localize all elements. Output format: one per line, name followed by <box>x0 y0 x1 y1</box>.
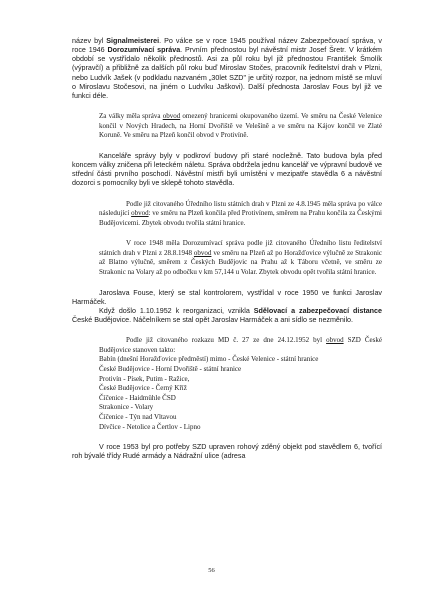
bold-text: Dorozumívací správa <box>107 46 181 55</box>
page-number: 56 <box>208 567 215 574</box>
paragraph <box>72 307 382 325</box>
paragraph <box>72 289 382 307</box>
bold-text: Signalmeisterei <box>106 37 160 45</box>
obvod-list-item: České Budějovice - Horní Dvořiště - státní hranice <box>99 365 242 374</box>
text-run: České Budějovice. Náčelníkem se stal opět Jaroslav Harmáček a ani sídlo se nezměnilo. <box>72 316 353 325</box>
text-run: V roce 1953 byl pro potřeby SZD upraven rohový zděný objekt pod stavědlem 6, tvořící roh bývalé třídy Rudé armády a Nádražní ulice (adresa <box>72 443 382 461</box>
text-run: Jaroslava Fouse, který se stal kontrolorem, vystřídal v roce 1950 ve funkci Jaroslav Harmáček. <box>72 288 382 306</box>
text-run: Za války měla správa <box>99 112 163 121</box>
quote-block <box>99 239 382 277</box>
obvod-list-item: Protivín - Písek, Putim - Ražice, <box>99 374 190 383</box>
obvod-list-item: Číčenice - Týn nad Vltavou <box>99 413 177 422</box>
text-run: . Po válce se v roce 1945 používal název Zabezpečovací správa, v roce 1946 <box>72 37 382 55</box>
underlined-text: obvod <box>193 248 212 257</box>
text-run: omezený hranicemi okupovaného území. Ve směru na České Velenice končil v Nových Hradech, na Horní Dvořiště ve Velešíně a ve směru na Kájov končil ve Zlaté Koruně. Ve směru na Plzeň končil obvod v Protivíně. <box>99 112 383 140</box>
obvod-list-item: Strakonice - Volary <box>99 403 154 412</box>
text-run: Kanceláře správy byly v podkroví budovy při staré nocležně. Tato budova byla před koncem války zničena při leteckém náletu. Správa obdržela jednu kancelář ve výpravní budově ve střední části prvního poschodí. Návěstní mistři byli umístěni v mezipatře stavědla 6 a návěstní dozorci s pomocníky byli ve sklepě tohoto stavědla. <box>72 151 382 188</box>
bold-text: Sdělovací a zabezpečovací distance <box>253 306 382 315</box>
text-run: SZD České Budějovice stanoven takto: <box>99 336 382 354</box>
obvod-list-item: České Budějovice - Černý Kříž <box>99 384 187 393</box>
page-content <box>72 37 382 355</box>
text-run: Když došlo 1.10.1952 k reorganizaci, vznikla <box>99 306 254 315</box>
underlined-text: obvod <box>162 112 181 121</box>
text-run: : ve směru na Plzeň končila před Protivínem, směrem na Prahu končila za Českými Budějovicemi. Zbytek obvodu tvořila státní hranice. <box>99 209 382 227</box>
obvod-list <box>99 355 382 432</box>
underlined-text: obvod <box>131 209 149 218</box>
text-run: V roce 1948 měla Dorozumívací správa podle již citovaného Úředního listu ředitelství státních drah v Plzni z 28.8.1948 <box>99 239 382 257</box>
quote-text <box>99 112 382 141</box>
obvod-list-item: Dívčice - Netolice a Čertlov - Lipno <box>99 422 201 431</box>
text-run: Podle již citovaného rozkazu MD č. 27 ze dne 24.12.1952 byl <box>126 336 327 345</box>
text-run: název byl <box>72 37 107 45</box>
quote-block <box>99 112 382 141</box>
paragraph <box>72 152 382 189</box>
quote-text <box>99 239 382 277</box>
text-run: . Prvním přednostou byl návěstní mistr Josef Šretr. V krátkém období se vystřídalo několik přednostů. Asi za půl roku byl již přednostou František Šmolík (výpravčí) a přibližně za dalších půl roku buď Miroslav Stočes, pracovník ředitelství drah v Plzni, nebo Ludvík Jašek (v podkladu nazvaném „30let SZD" je určitý rozpor, na jednom místě se mluví o Miroslavu Stočesovi, na jiném o Ludvíku Jaškovi). Další přednosta Jaroslav Fous byl již ve funkci déle. <box>72 46 382 100</box>
quote-text <box>99 200 382 229</box>
quote-block <box>99 200 382 229</box>
paragraph <box>72 37 382 101</box>
underlined-text: obvod <box>326 336 344 345</box>
final-paragraph <box>72 443 382 461</box>
quote-block <box>99 336 382 355</box>
obvod-list-item: Číčenice - Haidmühle ČSD <box>99 393 176 402</box>
obvod-list-item: Babín (dnešní Horažďovice předměstí) mimo - České Velenice - státní hranice <box>99 355 319 364</box>
quote-text <box>99 336 382 355</box>
text-run: Podle již citovaného Úředního listu státních drah v Plzni ze 4.8.1945 měla správa po válce následující <box>99 199 382 218</box>
text-run: ve směru na Plzeň až po Horažďovice výlučně ze Strakonic až Blatno výlučně, směrem z Českých Budějovic na Prahu až k Táboru včetně, ve směru ze Strakonic na Volary až po odbočku v km 57,144 u Volar. Zbytek obvodu opět tvořila státní hranice. <box>99 248 382 277</box>
